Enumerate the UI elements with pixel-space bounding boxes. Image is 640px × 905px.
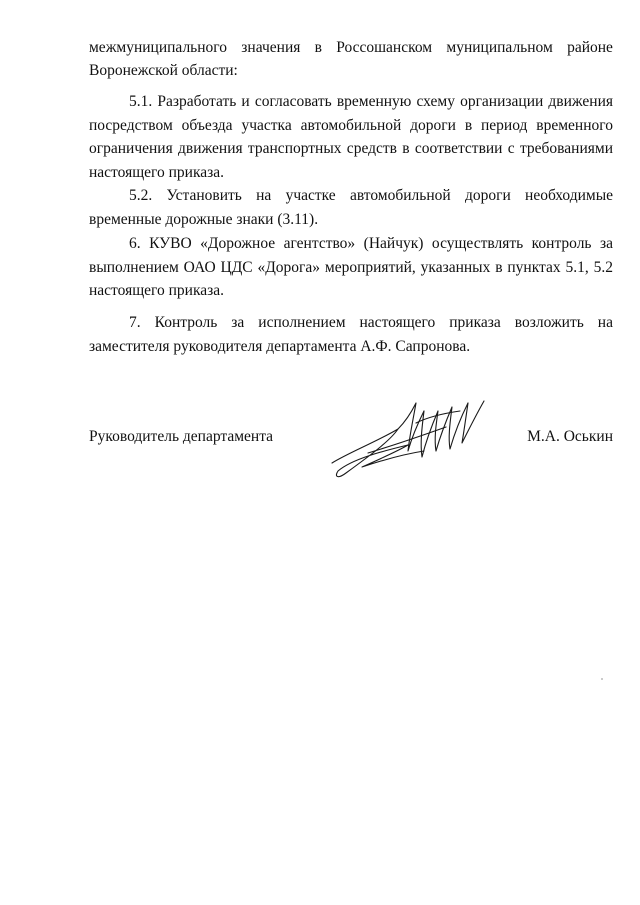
word: районе xyxy=(567,39,613,56)
continuation-line-1 xyxy=(89,36,613,60)
signer-position: Руководитель департамента xyxy=(89,428,274,445)
signer-name: М.А. Оськин xyxy=(527,428,613,445)
paragraph-5-2: 5.2. Установить на участке автомобильной дороги необходимые временные дорожные знаки (3.11). xyxy=(89,187,613,228)
paragraph-7: 7. Контроль за исполнением настоящего приказа возложить на заместителя руководителя департамента А.Ф. Сапронова. xyxy=(89,314,613,355)
scan-speck xyxy=(601,678,603,680)
word: межмуниципального xyxy=(89,39,228,56)
continuation-line-2: Воронежской области: xyxy=(89,62,238,79)
word: муниципальном xyxy=(446,39,553,56)
word: Россошанском xyxy=(336,39,433,56)
handwritten-signature xyxy=(328,393,493,485)
word: значения xyxy=(241,39,301,56)
paragraph-6: 6. КУВО «Дорожное агентство» (Найчук) осуществлять контроль за выполнением ОАО ЦДС «Дорога» мероприятий, указанных в пунктах 5.1, 5.2 настоящего приказа. xyxy=(89,235,613,299)
word: в xyxy=(314,39,322,56)
paragraph-5-1: 5.1. Разработать и согласовать временную схему организации движения посредством объезда участка автомобильной дороги в период временного ограничения движения транспортных средств в соответствии с требованиями настоящего приказа. xyxy=(89,93,613,181)
